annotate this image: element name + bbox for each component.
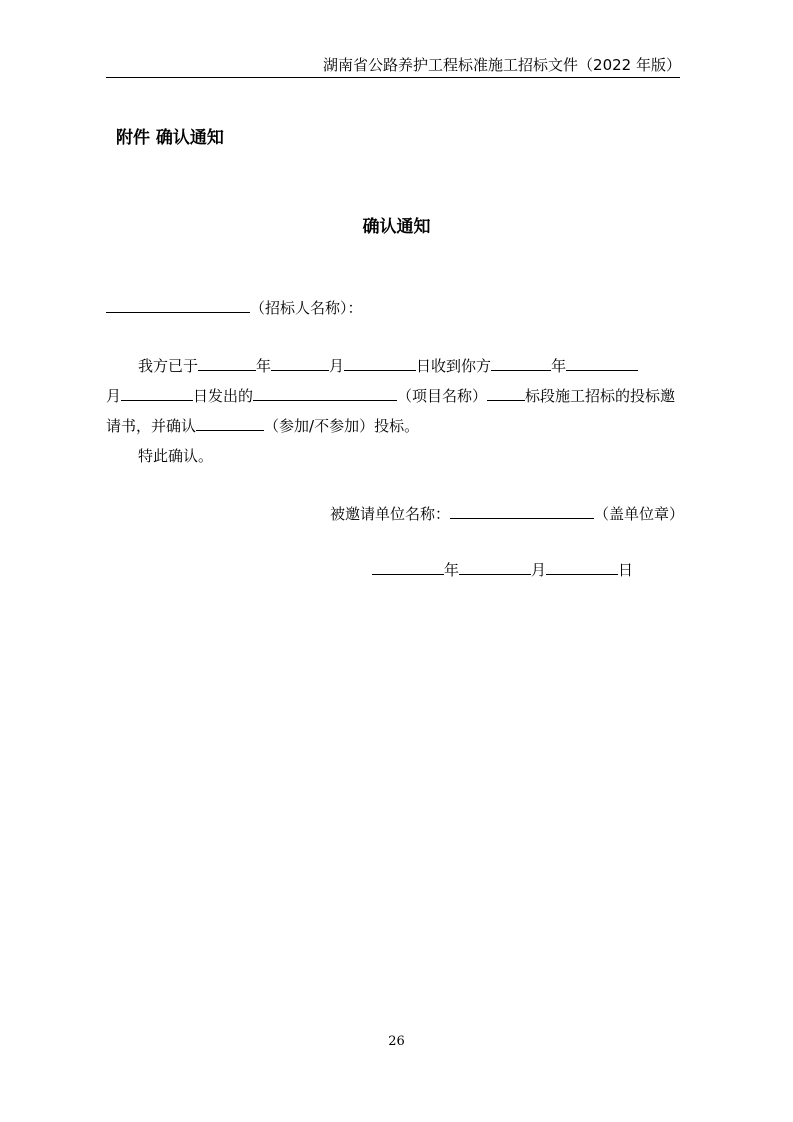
body-text: （参加/不参加）投标。 xyxy=(264,417,420,435)
signature-line xyxy=(330,504,684,524)
annex-heading: 附件 确认通知 xyxy=(116,128,224,148)
signature-label: 被邀请单位名称： xyxy=(330,505,451,523)
header-title: 湖南省公路养护工程标准施工招标文件（2022 年版） xyxy=(323,56,681,74)
body-line-3 xyxy=(106,416,419,436)
body-text: 我方已于 xyxy=(138,357,199,375)
body-text: 月 xyxy=(329,357,345,375)
body-text: 年 xyxy=(551,357,567,375)
date-blank xyxy=(198,356,256,371)
date-blank xyxy=(344,356,416,371)
year-label: 年 xyxy=(444,561,460,579)
section-blank xyxy=(487,386,525,401)
participation-blank xyxy=(196,416,264,431)
body-text: 日发出的 xyxy=(193,387,254,405)
date-blank xyxy=(566,356,638,371)
date-line xyxy=(372,560,633,580)
day-label: 日 xyxy=(618,561,634,579)
page-number: 26 xyxy=(388,1034,405,1049)
header-divider xyxy=(106,77,680,78)
month-blank xyxy=(459,560,531,575)
day-blank xyxy=(546,560,618,575)
body-text: 年 xyxy=(256,357,272,375)
body-line-2 xyxy=(106,386,675,406)
date-blank xyxy=(121,386,193,401)
body-line-4: 特此确认。 xyxy=(138,447,214,465)
body-text: 月 xyxy=(106,387,122,405)
body-text: 标段施工招标的投标邀 xyxy=(525,387,676,405)
invited-unit-blank xyxy=(450,504,594,519)
body-text: （项目名称） xyxy=(397,387,488,405)
seal-note: （盖单位章） xyxy=(594,505,685,523)
body-text: 请书，并确认 xyxy=(106,417,197,435)
date-blank xyxy=(491,356,551,371)
addressee-suffix: （招标人名称）： xyxy=(250,299,363,317)
body-line-1 xyxy=(138,356,638,376)
month-label: 月 xyxy=(531,561,547,579)
project-name-blank xyxy=(253,386,397,401)
addressee-line xyxy=(106,298,363,318)
date-blank xyxy=(271,356,329,371)
year-blank xyxy=(372,560,444,575)
body-text: 日收到你方 xyxy=(416,357,492,375)
document-title: 确认通知 xyxy=(362,217,431,237)
tenderer-name-blank xyxy=(106,298,250,313)
